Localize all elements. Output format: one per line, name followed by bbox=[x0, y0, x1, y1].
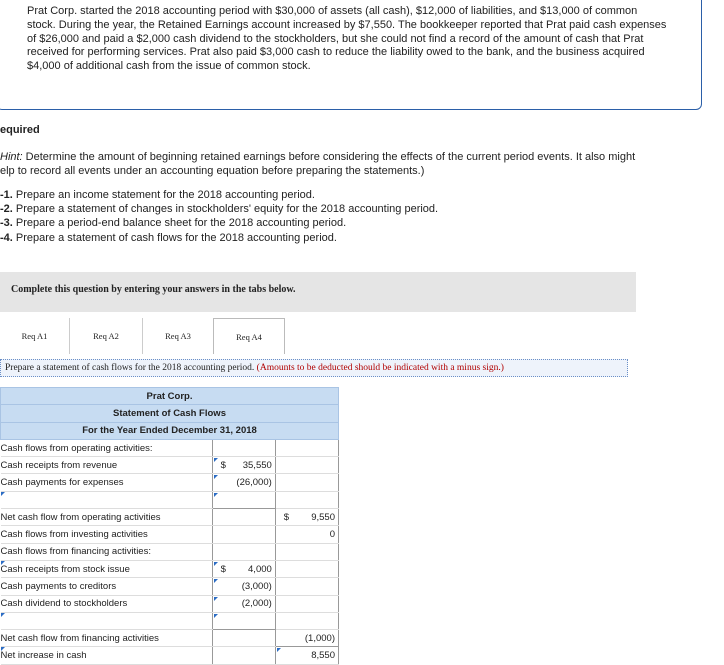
line-label: Net cash flow from operating activities bbox=[1, 509, 213, 526]
company-name: Prat Corp. bbox=[1, 388, 339, 405]
line-label-input[interactable] bbox=[1, 491, 213, 508]
tab-req-a4[interactable]: Req A4 bbox=[213, 318, 285, 354]
amount-input[interactable]: (2,000) bbox=[212, 595, 275, 612]
amount-input[interactable]: $ 4,000 bbox=[212, 560, 275, 577]
total-input[interactable] bbox=[275, 491, 338, 508]
hint-label: Hint: bbox=[0, 151, 23, 163]
line-label-input[interactable] bbox=[1, 612, 213, 629]
table-row bbox=[1, 560, 339, 577]
table-row bbox=[1, 612, 339, 629]
tab-req-a2[interactable]: Req A2 bbox=[93, 331, 119, 341]
task-item: -2. Prepare a statement of changes in stockholders' equity for the 2018 accounting period. bbox=[0, 203, 439, 216]
line-label: Cash flows from investing activities bbox=[1, 526, 213, 543]
hint-body: Determine the amount of beginning retained earnings before considering the effects of the current period events. It also might bbox=[22, 151, 636, 163]
amount-input[interactable] bbox=[212, 612, 275, 629]
table-row bbox=[1, 457, 339, 474]
total-input[interactable] bbox=[275, 457, 338, 474]
section-heading-operating: Cash flows from operating activities: bbox=[1, 439, 213, 456]
statement-period: For the Year Ended December 31, 2018 bbox=[1, 422, 339, 439]
problem-text: Prat Corp. started the 2018 accounting period with $30,000 of assets (all cash), $12,000 of liabilities, and $13,000 of common stock. During the year, the Retained Earnings account increased by $7,550. The bookkeeper reported that Prat paid cash expenses of $26,000 and paid a $2,000 cash dividend to the stockholders, but she could not find a record of the amount of cash that Prat received for performing services. Prat also paid $3,000 cash to reduce the liability owed to the bank, and the business acquired $4,000 of additional cash from the issue of common stock. bbox=[27, 5, 667, 73]
line-label-input[interactable]: Cash receipts from revenue bbox=[1, 457, 213, 474]
task-item: -3. Prepare a period-end balance sheet for the 2018 accounting period. bbox=[0, 217, 347, 230]
tab-req-a1[interactable]: Req A1 bbox=[21, 331, 48, 341]
task-list bbox=[0, 188, 438, 245]
tabs-panel-header bbox=[0, 272, 636, 312]
section-heading-financing: Cash flows from financing activities: bbox=[1, 543, 213, 560]
table-row bbox=[1, 474, 339, 491]
table-row bbox=[1, 578, 339, 595]
line-label-input[interactable]: Cash receipts from stock issue bbox=[1, 560, 213, 577]
total-input[interactable]: 0 bbox=[275, 526, 338, 543]
task-item: -1. Prepare an income statement for the 2018 accounting period. bbox=[0, 189, 315, 201]
amount-input[interactable]: (26,000) bbox=[212, 474, 275, 491]
line-label-input[interactable]: Cash payments for expenses bbox=[1, 474, 213, 491]
statement-title: Statement of Cash Flows bbox=[1, 405, 339, 422]
hint-text bbox=[0, 151, 700, 178]
line-label-input[interactable]: Net increase in cash bbox=[1, 647, 213, 664]
table-row bbox=[1, 509, 339, 526]
table-row bbox=[1, 491, 339, 508]
table-row bbox=[1, 630, 339, 647]
panel-instruction: Complete this question by entering your answers in the tabs below. bbox=[11, 284, 296, 295]
amount-input[interactable] bbox=[212, 491, 275, 508]
cash-flow-statement bbox=[0, 387, 339, 665]
total-input[interactable] bbox=[275, 612, 338, 629]
amount-input[interactable]: $ 35,550 bbox=[212, 457, 275, 474]
total-input[interactable]: $ 9,550 bbox=[275, 509, 338, 526]
required-heading: equired bbox=[0, 124, 40, 136]
total-input[interactable] bbox=[275, 595, 338, 612]
prompt-text: Prepare a statement of cash flows for the 2018 accounting period. bbox=[5, 363, 257, 373]
table-row bbox=[1, 526, 339, 543]
line-label-input[interactable]: Cash payments to creditors bbox=[1, 578, 213, 595]
line-label: Net cash flow from financing activities bbox=[1, 630, 213, 647]
task-item: -4. Prepare a statement of cash flows for the 2018 accounting period. bbox=[0, 231, 337, 244]
table-row bbox=[1, 543, 339, 560]
hint-body-2: elp to record all events under an accounting equation before preparing the statements.) bbox=[0, 164, 425, 177]
tab-req-a3[interactable]: Req A3 bbox=[165, 331, 191, 341]
prompt-bar bbox=[0, 359, 628, 377]
table-row bbox=[1, 439, 339, 456]
total-input[interactable] bbox=[275, 474, 338, 491]
total-input[interactable] bbox=[275, 578, 338, 595]
table-row bbox=[1, 595, 339, 612]
total-input[interactable]: (1,000) bbox=[275, 630, 338, 647]
amount-input[interactable]: (3,000) bbox=[212, 578, 275, 595]
total-input[interactable] bbox=[275, 560, 338, 577]
line-label-input[interactable]: Cash dividend to stockholders bbox=[1, 595, 213, 612]
total-input[interactable]: 8,550 bbox=[275, 647, 338, 664]
question-info-box bbox=[0, 0, 702, 110]
prompt-note: (Amounts to be deducted should be indicated with a minus sign.) bbox=[256, 363, 504, 373]
